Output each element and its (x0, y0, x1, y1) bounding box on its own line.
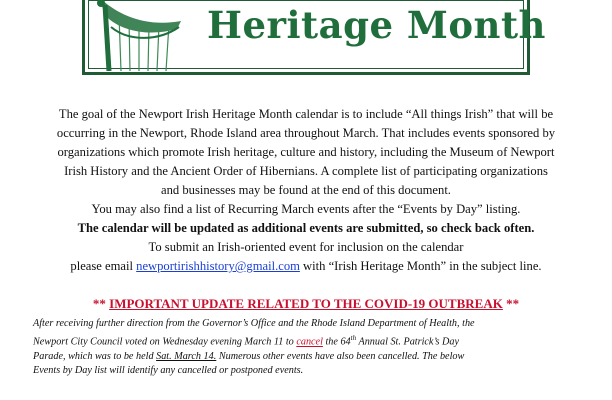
update-notice: The calendar will be updated as additional events are submitted, so check back often. (77, 221, 535, 235)
harp-icon (89, 0, 189, 71)
submit-instruction: To submit an Irish-oriented event for inclusion on the calendar (148, 240, 464, 254)
covid-update-paragraph (33, 317, 581, 379)
covid-text: Newport City Council voted on Wednesday evening March 11 to (33, 336, 297, 348)
intro-line: occurring in the Newport, Rhode Island area throughout March. That includes events sponsored by (56, 126, 556, 140)
heading-text: IMPORTANT UPDATE RELATED TO THE COVID-19 OUTBREAK (109, 296, 503, 311)
email-prefix: please email (70, 259, 137, 273)
heading-stars-right: ** (502, 296, 520, 311)
intro-line: and businesses may be found at the end of this document. (161, 183, 451, 197)
intro-line: The goal of the Newport Irish Heritage Month calendar is to include “All things Irish” that will be (58, 107, 554, 121)
cancel-word: cancel (296, 336, 323, 348)
parade-date: Sat. March 14. (156, 350, 217, 362)
heritage-month-banner (82, 0, 546, 75)
intro-line: organizations which promote Irish heritage, culture and history, including the Museum of Newport (57, 145, 555, 159)
ordinal-suffix: th (350, 334, 357, 343)
email-instruction (26, 257, 586, 276)
banner-title: Heritage Month (207, 3, 546, 47)
covid-line: After receiving further direction from the Governor’s Office and the Rhode Island Department of Health, the (33, 318, 475, 329)
recurring-events-note: You may also find a list of Recurring March events after the “Events by Day” listing. (91, 202, 521, 216)
email-suffix: with “Irish Heritage Month” in the subject line. (299, 259, 542, 273)
covid-text: the 64 (322, 336, 351, 348)
intro-paragraph (26, 105, 586, 276)
covid-text: Parade, which was to be held (33, 350, 157, 362)
covid-text: Numerous other events have also been cancelled. The below (216, 350, 465, 362)
intro-line: Irish History and the Ancient Order of Hibernians. A complete list of participating organizations (64, 164, 548, 178)
covid-line: Events by Day list will identify any cancelled or postponed events. (33, 365, 304, 377)
covid-update-heading (26, 296, 586, 312)
email-link[interactable]: newportirishhistory@gmail.com (136, 259, 300, 273)
covid-text: Annual St. Patrick’s Day (356, 336, 460, 348)
covid-line (33, 350, 581, 364)
heading-stars-left: ** (92, 296, 110, 311)
covid-line (33, 331, 581, 350)
